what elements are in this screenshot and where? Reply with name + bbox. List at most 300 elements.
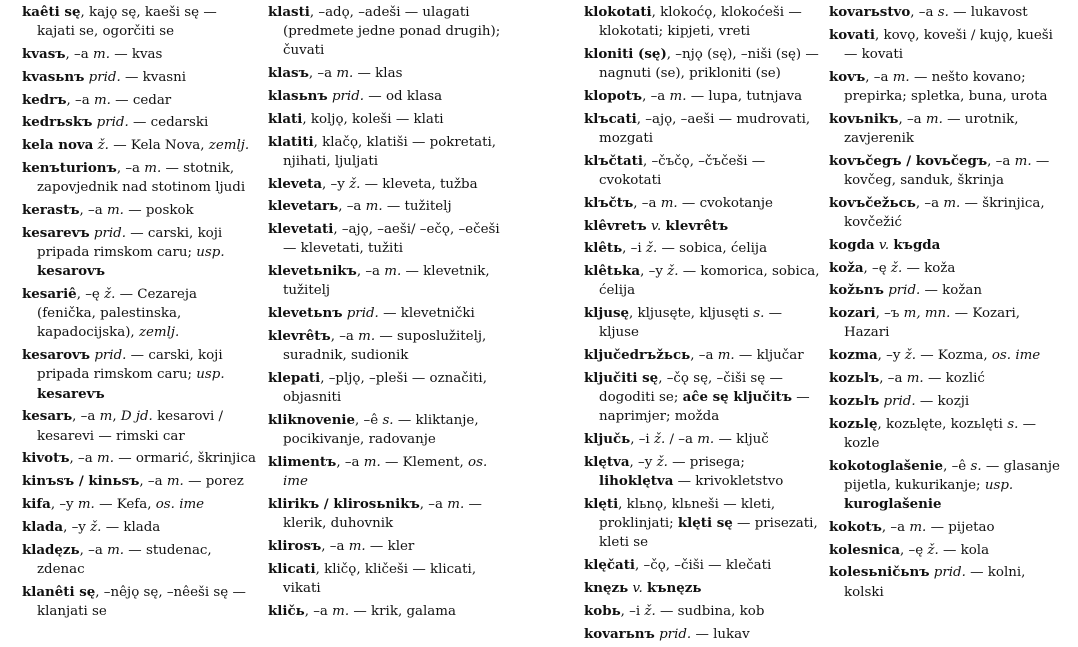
- entry-text: , –a: [336, 454, 364, 470]
- entry-grammar-label: m.: [363, 454, 381, 470]
- entry-grammar-label: prid.: [346, 306, 379, 322]
- entry-text: — Kozari, Hazari: [844, 306, 1021, 341]
- entry-headword: kъnęzь: [647, 579, 702, 596]
- entry-headword: kozьlъ: [829, 392, 880, 409]
- entry-text: — Kela Nova,: [108, 138, 209, 154]
- entry-grammar-label: ž.: [97, 138, 109, 154]
- entry-grammar-label: m.: [107, 542, 125, 558]
- dictionary-entry: [268, 537, 504, 556]
- dictionary-entry: [22, 45, 258, 64]
- entry-text: , –i: [630, 432, 654, 448]
- entry-grammar-label: m.: [166, 474, 184, 490]
- entry-headword: kovъčegъ / kovьčegъ: [829, 152, 988, 169]
- entry-grammar-label: m.: [348, 538, 366, 554]
- entry-text: — prisezati, kleti se: [599, 516, 818, 551]
- entry-grammar-label: m.: [97, 451, 114, 467]
- entry-text: , –a: [330, 328, 359, 344]
- entry-text: — škrinjica, kovčežić: [844, 195, 1045, 230]
- dictionary-entry: [22, 449, 258, 468]
- entry-text: — lupa, tutnjava: [686, 89, 803, 104]
- entry-text: , –a: [633, 195, 661, 211]
- dictionary-entry: [22, 407, 258, 445]
- dictionary-entry: [268, 327, 504, 365]
- entry-headword: kozari: [829, 305, 876, 322]
- entry-headword: knęzь: [584, 579, 629, 596]
- dictionary-entry: [829, 563, 1065, 601]
- entry-headword: kozma: [829, 347, 878, 364]
- entry-headword: klati: [268, 110, 303, 127]
- dictionary-entry: [829, 415, 1065, 453]
- entry-text: , kovǫ, koveši / kujǫ, kueši — kovati: [844, 27, 1053, 62]
- entry-text: — carski, koji pripada rimskom caru;: [37, 225, 223, 260]
- entry-text: — krivokletstvo: [673, 474, 784, 490]
- dictionary-entry: [584, 110, 820, 148]
- dictionary-entry: [268, 64, 504, 83]
- entry-text: , –ę: [76, 286, 105, 302]
- entry-text: — kvas: [109, 47, 163, 62]
- entry-headword: kličь: [268, 602, 305, 619]
- dictionary-entry: [584, 262, 820, 300]
- entry-text: , –i: [622, 241, 646, 257]
- dictionary-entry: [22, 224, 258, 282]
- entry-text: — Kozma,: [916, 348, 992, 364]
- dictionary-entry: [22, 3, 258, 41]
- entry-headword: klanêti sę: [22, 583, 96, 600]
- entry-headword: koža: [829, 259, 864, 276]
- entry-grammar-label: m.: [365, 199, 383, 215]
- entry-text: — klevetnik, tužitelj: [283, 264, 490, 299]
- dictionary-entry: [584, 45, 820, 83]
- entry-text: — stotnik, zapovjednik nad stotinom ljudi: [37, 160, 246, 196]
- entry-grammar-label: m.: [925, 111, 943, 127]
- dictionary-entry: [268, 495, 504, 533]
- dictionary-entry: [22, 91, 258, 110]
- entry-text: — kola: [938, 542, 990, 558]
- entry-grammar-label: m.: [93, 92, 111, 108]
- entry-headword: kivotъ: [22, 450, 70, 467]
- entry-text: , –a: [308, 66, 337, 82]
- entry-headword: kovarьstvo: [829, 4, 911, 20]
- entry-text: , –a: [642, 89, 670, 104]
- entry-headword: kerastъ: [22, 201, 80, 218]
- entry-text: — kožan: [920, 283, 983, 299]
- entry-grammar-label: m.: [93, 47, 110, 62]
- entry-text: — ključar: [734, 348, 804, 364]
- entry-headword: kъgda: [893, 236, 941, 253]
- dictionary-entry: [268, 3, 504, 61]
- entry-text: , –adǫ, –adeši — ulagati (predmete jedne ponad drugih); čuvati: [283, 5, 501, 59]
- entry-text: — kozlić: [923, 370, 985, 386]
- entry-text: , –a: [66, 92, 94, 108]
- entry-text: — naprimjer; možda: [599, 390, 810, 425]
- entry-headword: klъčtъ: [584, 194, 634, 211]
- entry-text: , –a: [690, 348, 718, 364]
- entry-text: , –a: [304, 603, 333, 619]
- entry-text: , –a: [79, 202, 107, 218]
- entry-text: — klerik, duhovnik: [283, 496, 482, 532]
- dictionary-entry: [829, 518, 1065, 537]
- dictionary-entry: [584, 556, 820, 575]
- entry-grammar-label: prid.: [659, 626, 692, 642]
- entry-text: — studenac, zdenac: [37, 542, 212, 577]
- entry-headword: lihoklętva: [599, 473, 674, 490]
- entry-text: — tužitelj: [382, 199, 452, 215]
- entry-grammar-label: m: [99, 409, 113, 425]
- dictionary-entry: [22, 346, 258, 404]
- entry-grammar-label: ž.: [653, 432, 666, 448]
- entry-text: — carski, koji pripada rimskom caru;: [37, 348, 223, 383]
- entry-grammar-label: m.: [717, 348, 735, 364]
- entry-headword: kožьnъ: [829, 282, 884, 299]
- entry-grammar-label: os. ime: [155, 496, 205, 512]
- entry-headword: kladęzь: [22, 541, 80, 558]
- entry-text: — Cezareja (fenička, palestinska, kapadocijska),: [37, 286, 197, 341]
- entry-headword: kliknovenie: [268, 411, 356, 428]
- dictionary-entry: [22, 495, 258, 514]
- entry-text: ,: [112, 409, 121, 425]
- entry-headword: kesarevъ: [37, 385, 105, 402]
- entry-headword: kovьnikъ: [829, 110, 899, 127]
- entry-headword: klętva: [584, 453, 630, 470]
- entry-grammar-label: prid.: [94, 348, 127, 364]
- entry-headword: kenъturionъ: [22, 159, 117, 176]
- entry-grammar-label: m.: [336, 66, 354, 82]
- entry-headword: klêvretъ: [584, 217, 647, 234]
- entry-headword: kovъčežьcь: [829, 194, 916, 211]
- dictionary-entry: [584, 346, 820, 365]
- entry-text: — sobica, ćelija: [657, 241, 768, 257]
- dictionary-entry: [268, 220, 504, 258]
- dictionary-entry: [22, 201, 258, 220]
- dictionary-entry: [268, 197, 504, 216]
- dictionary-column-1: [22, 3, 258, 625]
- entry-text: — lukav: [691, 626, 750, 642]
- entry-headword: klevetьnъ: [268, 305, 343, 322]
- entry-text: , –čъčǫ, –čъčeši — cvokotati: [599, 153, 766, 188]
- entry-headword: klêtьka: [584, 263, 641, 280]
- entry-grammar-label: m, mn.: [903, 306, 951, 322]
- entry-text: — klevetnički: [378, 306, 475, 322]
- entry-grammar-label: prid.: [96, 115, 129, 131]
- entry-grammar-label: m.: [77, 496, 95, 512]
- entry-grammar-label: ž.: [890, 260, 903, 276]
- entry-headword: kaêti sę: [22, 4, 81, 20]
- entry-text: — urotnik, zavjerenik: [844, 111, 1019, 146]
- entry-headword: klatiti: [268, 133, 314, 150]
- entry-grammar-label: prid.: [888, 283, 921, 299]
- entry-grammar-label: m.: [1014, 153, 1032, 169]
- entry-text: , –y: [877, 348, 905, 364]
- dictionary-entry: [829, 194, 1065, 232]
- entry-headword: kesarь: [22, 408, 73, 425]
- entry-text: — kozji: [915, 393, 970, 409]
- dictionary-entry: [268, 133, 504, 171]
- entry-headword: kogda: [829, 236, 875, 253]
- entry-grammar-label: usp.: [196, 367, 225, 383]
- entry-grammar-label: v.: [632, 580, 643, 596]
- dictionary-entry: [829, 392, 1065, 411]
- entry-text: , –a: [356, 264, 385, 280]
- entry-text: , klokoćǫ, klokoćeši — klokotati; kipjeti, vreti: [599, 5, 802, 40]
- dictionary-entry: [829, 259, 1065, 278]
- entry-text: — klas: [353, 66, 403, 82]
- entry-text: kesarovi / kesarevi — rimski car: [37, 409, 224, 444]
- dictionary-column-4: [829, 3, 1065, 605]
- entry-grammar-label: prid.: [93, 225, 126, 241]
- dictionary-entry: [829, 281, 1065, 300]
- entry-text: , –a: [881, 519, 910, 535]
- entry-text: — nešto kovano; prepirka; spletka, buna, urota: [844, 69, 1048, 104]
- dictionary-entry: [268, 602, 504, 621]
- entry-grammar-label: prid.: [883, 393, 916, 409]
- entry-text: , –ę: [900, 542, 928, 558]
- entry-grammar-label: prid.: [88, 69, 121, 85]
- entry-text: — Klement,: [380, 454, 469, 470]
- entry-text: , –i: [620, 603, 645, 619]
- entry-grammar-label: ž.: [656, 454, 668, 470]
- entry-text: , kličǫ, kličeši — klicati, vikati: [283, 561, 477, 596]
- dictionary-entry: [268, 369, 504, 407]
- entry-text: — glasanje pijetla, kukurikanje;: [844, 458, 1060, 493]
- dictionary-entry: [829, 3, 1065, 22]
- entry-grammar-label: ž.: [667, 264, 679, 280]
- dictionary-entry: [584, 369, 820, 427]
- entry-grammar-label: prid.: [933, 565, 966, 581]
- entry-headword: kuroglašenie: [844, 495, 942, 512]
- dictionary-entry: [22, 136, 258, 155]
- entry-headword: klirosъ: [268, 537, 322, 554]
- entry-text: , –a: [72, 409, 100, 425]
- dictionary-entry: [22, 68, 258, 87]
- entry-headword: kedrьskъ: [22, 114, 93, 131]
- entry-grammar-label: ž.: [644, 603, 656, 619]
- entry-text: , –y: [50, 496, 78, 512]
- entry-grammar-label: ž.: [90, 519, 102, 535]
- entry-headword: ključiti sę: [584, 369, 659, 386]
- entry-text: , –a: [65, 47, 93, 62]
- entry-headword: klada: [22, 518, 64, 535]
- dictionary-entry: [268, 453, 504, 491]
- entry-grammar-label: m.: [697, 432, 715, 448]
- entry-headword: ključь: [584, 431, 631, 448]
- entry-grammar-label: m.: [447, 496, 465, 512]
- entry-text: — cedarski: [128, 115, 209, 131]
- dictionary-entry: [584, 430, 820, 449]
- entry-text: — Kefa,: [94, 496, 156, 512]
- entry-headword: klevetati: [268, 221, 334, 238]
- entry-text: — kovčeg, sanduk, škrinja: [844, 153, 1050, 188]
- dictionary-entry: [584, 579, 820, 598]
- entry-text: — kolni, kolski: [844, 565, 1026, 600]
- entry-text: , –ъ: [875, 306, 904, 322]
- entry-headword: kesarovъ: [37, 263, 106, 280]
- entry-text: — koža: [902, 260, 956, 276]
- entry-headword: kinъsъ / kinьsъ: [22, 473, 140, 490]
- entry-headword: kljusę: [584, 305, 630, 322]
- entry-text: , –čǫ sę, –čiši sę — dogoditi se;: [599, 370, 783, 406]
- entry-grammar-label: s.: [970, 458, 982, 474]
- entry-headword: kobь: [584, 602, 621, 619]
- entry-headword: kela nova: [22, 137, 94, 154]
- entry-text: , –y: [63, 519, 91, 535]
- entry-text: , –a: [987, 153, 1015, 169]
- dictionary-entry: [584, 217, 820, 236]
- entry-headword: klopotъ: [584, 88, 643, 104]
- entry-headword: klevetьnikъ: [268, 263, 357, 280]
- dictionary-entry: [268, 560, 504, 598]
- entry-headword: kvasъ: [22, 46, 66, 62]
- entry-grammar-label: m.: [669, 89, 687, 104]
- dictionary-entry: [584, 625, 820, 644]
- entry-grammar-label: m.: [332, 603, 350, 619]
- entry-headword: kvasьnъ: [22, 68, 85, 85]
- entry-text: — suposlužitelj, suradnik, sudionik: [283, 328, 487, 364]
- entry-headword: kovarьnъ: [584, 625, 655, 642]
- entry-headword: kozьlъ: [829, 369, 880, 386]
- entry-text: , –a: [865, 69, 893, 85]
- entry-text: , –a: [898, 111, 926, 127]
- dictionary-entry: [268, 175, 504, 194]
- entry-headword: klęčati: [584, 557, 635, 574]
- entry-text: , –y: [322, 176, 350, 192]
- entry-grammar-label: v.: [650, 218, 662, 234]
- entry-text: , –nêjǫ sę, –nêeši sę — klanjati se: [37, 584, 246, 619]
- entry-text: , –a: [910, 5, 938, 20]
- dictionary-entry: [22, 159, 258, 197]
- entry-text: , –pljǫ, –pleši — označiti, objasniti: [283, 370, 487, 406]
- entry-grammar-label: zemlj.: [208, 138, 250, 154]
- entry-headword: klъcati: [584, 110, 637, 127]
- dictionary-entry: [22, 285, 258, 343]
- entry-grammar-label: s.: [753, 306, 765, 322]
- entry-text: , –ajǫ, –aeši — mudrovati, mozgati: [599, 111, 811, 146]
- entry-grammar-label: ž.: [927, 542, 939, 558]
- entry-grammar-label: usp.: [196, 244, 225, 260]
- entry-headword: klъčtati: [584, 152, 643, 169]
- dictionary-entry: [829, 26, 1065, 64]
- dictionary-entry: [22, 472, 258, 491]
- dictionary-entry: [829, 346, 1065, 365]
- dictionary-entry: [584, 239, 820, 258]
- entry-headword: kesariê: [22, 285, 77, 302]
- entry-headword: klasьnъ: [268, 88, 328, 104]
- entry-text: , –a: [879, 370, 907, 386]
- entry-grammar-label: os. ime: [283, 454, 488, 490]
- entry-headword: klirikъ / klirosьnikъ: [268, 495, 420, 512]
- entry-text: , –a: [338, 199, 366, 215]
- entry-grammar-label: s.: [937, 5, 949, 20]
- entry-headword: kloniti (sę): [584, 46, 667, 62]
- entry-headword: kesarovъ: [22, 347, 91, 364]
- entry-headword: ključedrъžьcь: [584, 347, 691, 364]
- entry-grammar-label: m.: [892, 69, 910, 85]
- entry-headword: klimentъ: [268, 453, 337, 470]
- dictionary-entry: [584, 87, 820, 106]
- entry-grammar-label: s.: [382, 412, 394, 428]
- entry-text: , kljusęte, kljusęti: [629, 306, 754, 322]
- entry-headword: kokotъ: [829, 518, 882, 535]
- entry-headword: klęti: [584, 495, 619, 512]
- entry-grammar-label: ž.: [104, 286, 116, 302]
- entry-text: , –ajǫ, –aeši/ –ečǫ, –ečeši — klevetati, tužiti: [283, 222, 500, 257]
- dictionary-entry: [829, 68, 1065, 106]
- dictionary-entry: [829, 110, 1065, 148]
- entry-text: , –y: [640, 264, 668, 280]
- entry-grammar-label: D jd.: [120, 409, 153, 425]
- entry-text: — sudbina, kob: [655, 603, 765, 619]
- entry-text: , –a: [116, 160, 145, 176]
- entry-grammar-label: v.: [878, 237, 890, 253]
- entry-headword: kleveta: [268, 175, 323, 192]
- dictionary-entry: [268, 87, 504, 106]
- entry-text: , kozьlęte, kozьlęti: [877, 416, 1008, 432]
- entry-grammar-label: s.: [1007, 416, 1019, 432]
- entry-headword: kozьlę: [829, 415, 878, 432]
- entry-grammar-label: ž.: [904, 348, 917, 364]
- entry-text: — kljuse: [599, 306, 783, 341]
- entry-grammar-label: m.: [943, 195, 961, 211]
- entry-headword: klevetarь: [268, 198, 339, 215]
- entry-text: — krik, galama: [349, 603, 456, 619]
- entry-headword: kolesnica: [829, 541, 901, 558]
- entry-text: , kajǫ sę, kaeši sę — kajati se, ogorčiti se: [37, 5, 217, 40]
- entry-text: , –a: [419, 496, 448, 512]
- entry-headword: klêtь: [584, 240, 623, 257]
- entry-headword: klasъ: [268, 65, 309, 82]
- entry-headword: klevrêtъ: [665, 217, 729, 234]
- entry-text: — poskok: [123, 202, 194, 218]
- entry-grammar-label: m.: [144, 160, 162, 176]
- entry-grammar-label: zemlj.: [138, 325, 180, 341]
- entry-headword: kolesьničьnъ: [829, 564, 930, 581]
- entry-text: — kleveta, tužba: [360, 176, 478, 192]
- entry-text: — prisega;: [667, 454, 745, 470]
- entry-headword: kokotoglašenie: [829, 457, 944, 474]
- entry-text: , –ê: [355, 412, 383, 428]
- dictionary-column-2: [268, 3, 504, 625]
- entry-text: , –a: [321, 538, 349, 554]
- entry-text: — od klasa: [364, 89, 443, 104]
- entry-headword: kovati: [829, 26, 875, 43]
- dictionary-entry: [268, 304, 504, 323]
- dictionary-entry: [584, 304, 820, 342]
- entry-text: — ključ: [714, 432, 769, 448]
- dictionary-entry: [22, 518, 258, 537]
- entry-headword: klasti: [268, 4, 310, 20]
- dictionary-entry: [829, 541, 1065, 560]
- entry-text: — pijetao: [926, 519, 995, 535]
- dictionary-entry: [829, 304, 1065, 342]
- dictionary-entry: [829, 369, 1065, 388]
- dictionary-entry: [268, 262, 504, 300]
- entry-grammar-label: m.: [909, 519, 927, 535]
- dictionary-entry: [829, 152, 1065, 190]
- entry-grammar-label: m.: [660, 195, 678, 211]
- dictionary-entry: [22, 541, 258, 579]
- entry-text: , –a: [79, 542, 108, 558]
- dictionary-entry: [584, 453, 820, 491]
- entry-grammar-label: ž.: [645, 241, 658, 257]
- entry-headword: kovъ: [829, 68, 866, 85]
- dictionary-entry: [22, 583, 258, 621]
- entry-text: , –a: [69, 451, 97, 467]
- dictionary-entry: [584, 194, 820, 213]
- entry-text: — porez: [183, 474, 244, 490]
- dictionary-entry: [829, 457, 1065, 515]
- entry-text: , koljǫ, koleši — klati: [302, 111, 444, 127]
- entry-headword: klevrêtъ: [268, 327, 331, 344]
- entry-headword: klepati: [268, 369, 321, 386]
